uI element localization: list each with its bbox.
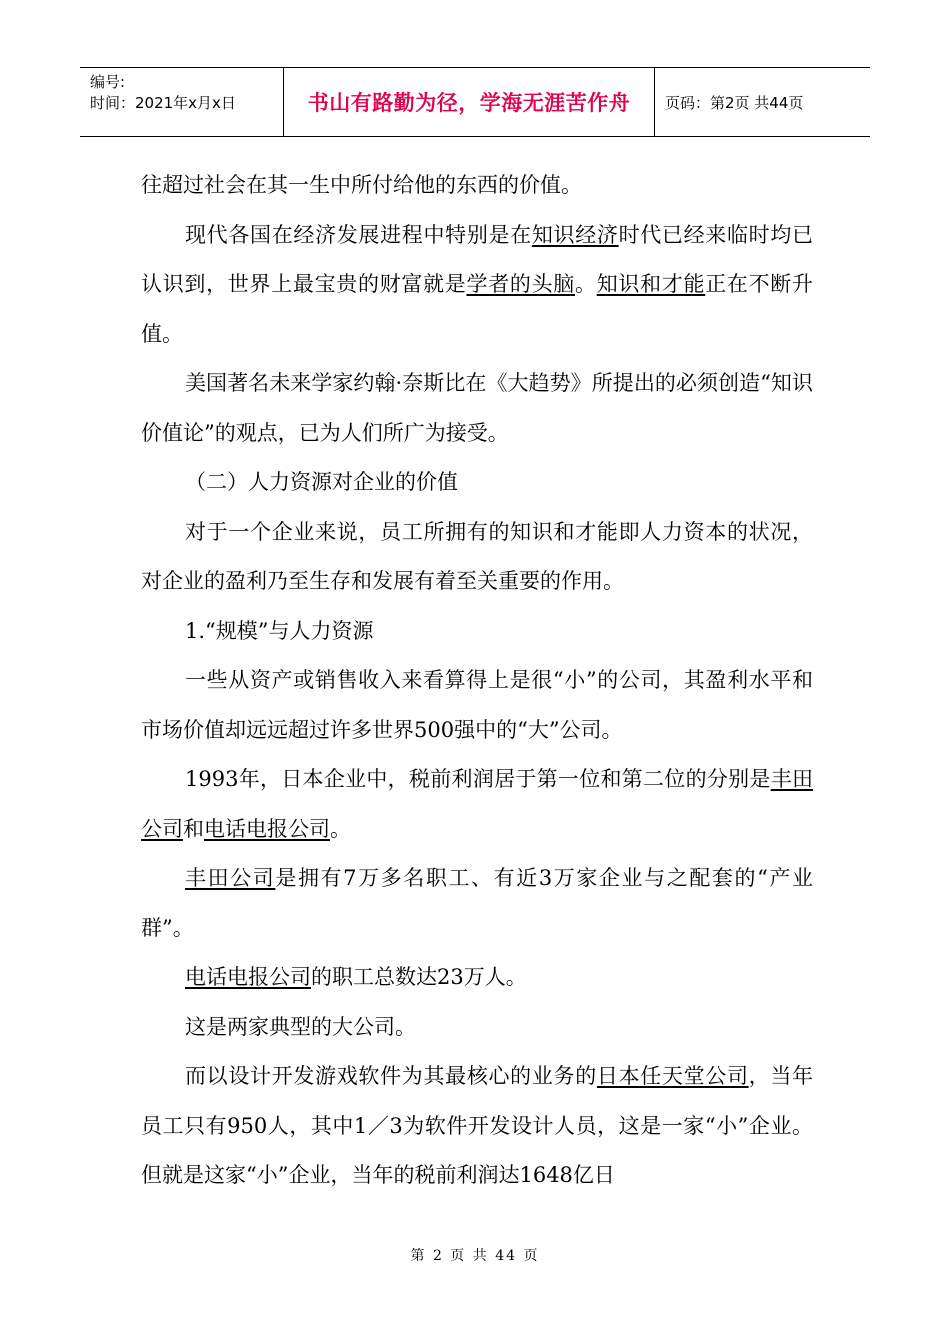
paragraph-text: 的职工总数达23万人。 [311, 965, 527, 989]
header-motto: 书山有路勤为径，学海无涯苦作舟 [307, 91, 631, 115]
underlined-term: 知识经济 [531, 222, 619, 247]
paragraph-text: 。 [330, 816, 351, 841]
underlined-term: 学者的头脑 [466, 272, 575, 296]
paragraph-text: 1993年，日本企业中，税前利润居于第一位和第二位的分别是 [185, 767, 771, 791]
body-paragraph [141, 359, 813, 458]
paragraph-text: 现代各国在经济发展进程中特别是在 [185, 222, 532, 247]
page-footer: 第 2 页 共 44 页 [410, 1248, 540, 1264]
body-paragraph [141, 1052, 813, 1201]
document-number-label: 编号: [90, 73, 126, 91]
underlined-term: 知识和才能 [596, 272, 706, 296]
page-header [80, 67, 870, 137]
paragraph-text: 一些从资产或销售收入来看算得上是很“小”的公司，其盈利水平和市场价值却远远超过许多世界500强中的“大”公司。 [141, 668, 813, 742]
paragraph-text: 正在不断升值。 [141, 272, 814, 346]
body-paragraph [141, 161, 813, 211]
header-motto-cell [283, 68, 655, 136]
underlined-term: 丰田公司 [141, 767, 813, 841]
paragraph-text: 是拥有7万多名职工、有近3万家企业与之配套的“产业群”。 [141, 866, 814, 940]
body-paragraph [141, 508, 813, 607]
underlined-term: 电话电报公司 [185, 965, 311, 989]
paragraph-text: 时代已经来临时均已认识到，世界上最宝贵的财富就是 [141, 222, 814, 296]
paragraph-text: 。 [575, 272, 597, 296]
header-meta [80, 68, 283, 136]
body-paragraph [141, 755, 813, 854]
underlined-term: 丰田公司 [185, 866, 276, 890]
body-paragraph [141, 953, 813, 1003]
body-paragraph [141, 211, 813, 360]
header-page-info: 页码：第2页 共44页 [665, 93, 804, 112]
paragraph-text: 这是两家典型的大公司。 [185, 1014, 416, 1039]
document-date: 时间：2021年x月x日 [90, 94, 236, 112]
body-paragraph [141, 607, 813, 657]
header-page-info-cell [655, 68, 870, 136]
paragraph-text: （二）人力资源对企业的价值 [185, 470, 458, 494]
body-paragraph [141, 1003, 813, 1053]
document-body [141, 161, 813, 1201]
body-paragraph [141, 458, 813, 508]
paragraph-text: ，当年员工只有950人，其中1／3为软件开发设计人员，这是一家“小”企业。但就是这家“小”企业，当年的税前利润达1648亿日 [141, 1064, 814, 1187]
paragraph-text: 和 [183, 816, 204, 841]
body-paragraph [141, 656, 813, 755]
paragraph-text: 1.“规模”与人力资源 [185, 618, 374, 643]
paragraph-text: 而以设计开发游戏软件为其最核心的业务的 [185, 1064, 597, 1088]
paragraph-text: 往超过社会在其一生中所付给他的东西的价值。 [141, 173, 582, 197]
paragraph-text: 美国著名未来学家约翰·奈斯比在《大趋势》所提出的必须创造“知识价值论”的观点，已为人们所广为接受。 [141, 371, 813, 445]
paragraph-text: 对于一个企业来说，员工所拥有的知识和才能即人力资本的状况，对企业的盈利乃至生存和发展有着至关重要的作用。 [141, 519, 813, 593]
underlined-term: 日本任天堂公司 [596, 1064, 749, 1088]
underlined-term: 电话电报公司 [204, 816, 330, 841]
body-paragraph [141, 854, 813, 953]
